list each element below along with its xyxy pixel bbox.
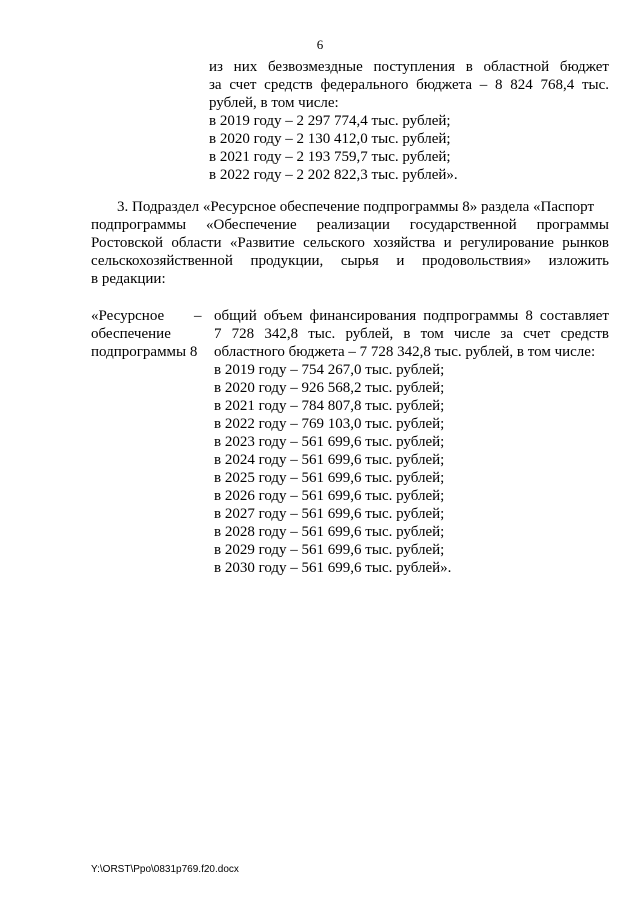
resource-year-line: в 2025 году – 561 699,6 тыс. рублей; <box>214 470 445 486</box>
resource-year-line: в 2022 году – 769 103,0 тыс. рублей; <box>214 416 445 432</box>
intro-line-1: из них безвозмездные поступления в областной бюджет <box>209 59 609 75</box>
intro-year-line: в 2022 году – 2 202 822,3 тыс. рублей». <box>209 167 458 183</box>
paragraph-3-body <box>91 216 609 288</box>
resource-year-line: в 2021 году – 784 807,8 тыс. рублей; <box>214 398 445 414</box>
paragraph-3-line: сельскохозяйственной продукции, сырья и продовольствия» изложить <box>91 253 609 269</box>
resource-year-line: в 2020 году – 926 568,2 тыс. рублей; <box>214 380 445 396</box>
resource-label <box>91 307 203 361</box>
resource-year-line: в 2030 году – 561 699,6 тыс. рублей». <box>214 560 452 576</box>
resource-dash: – <box>194 308 202 324</box>
resource-year-line: в 2028 году – 561 699,6 тыс. рублей; <box>214 524 445 540</box>
paragraph-3-line: подпрограммы «Обеспечение реализации государственной программы <box>91 217 609 233</box>
footer-file-path: Y:\ORST\Ppo\0831p769.f20.docx <box>91 864 239 875</box>
resource-content-line: 7 728 342,8 тыс. рублей, в том числе за счет средств <box>214 326 609 342</box>
resource-label-line: подпрограммы 8 <box>91 344 198 360</box>
resource-year-line: в 2023 году – 561 699,6 тыс. рублей; <box>214 434 445 450</box>
paragraph-3-line: в редакции: <box>91 271 166 287</box>
resource-year-line: в 2024 году – 561 699,6 тыс. рублей; <box>214 452 445 468</box>
page-number: 6 <box>316 37 324 52</box>
resource-year-line: в 2027 году – 561 699,6 тыс. рублей; <box>214 506 445 522</box>
intro-year-line: в 2019 году – 2 297 774,4 тыс. рублей; <box>209 113 451 129</box>
resource-label-line: «Ресурсное <box>91 308 165 324</box>
intro-block <box>209 58 609 184</box>
resource-label-line: обеспечение <box>91 326 171 342</box>
resource-years-list <box>214 361 451 577</box>
intro-line-2: за счет средств федерального бюджета – 8 824 768,4 тыс. <box>209 77 609 93</box>
intro-year-line: в 2020 году – 2 130 412,0 тыс. рублей; <box>209 131 451 147</box>
resource-year-line: в 2026 году – 561 699,6 тыс. рублей; <box>214 488 445 504</box>
resource-year-line: в 2029 году – 561 699,6 тыс. рублей; <box>214 542 445 558</box>
resource-content-line: областного бюджета – 7 728 342,8 тыс. рублей, в том числе: <box>214 344 596 360</box>
resource-content <box>214 307 609 361</box>
intro-line-3: рублей, в том числе: <box>209 95 339 111</box>
paragraph-3-line: Ростовской области «Развитие сельского хозяйства и регулирование рынков <box>91 235 609 251</box>
resource-year-line: в 2019 году – 754 267,0 тыс. рублей; <box>214 362 445 378</box>
intro-year-line: в 2021 году – 2 193 759,7 тыс. рублей; <box>209 149 451 165</box>
resource-content-line: общий объем финансирования подпрограммы 8 составляет <box>214 308 609 324</box>
paragraph-3-first-line: 3. Подраздел «Ресурсное обеспечение подпрограммы 8» раздела «Паспорт <box>117 199 595 215</box>
